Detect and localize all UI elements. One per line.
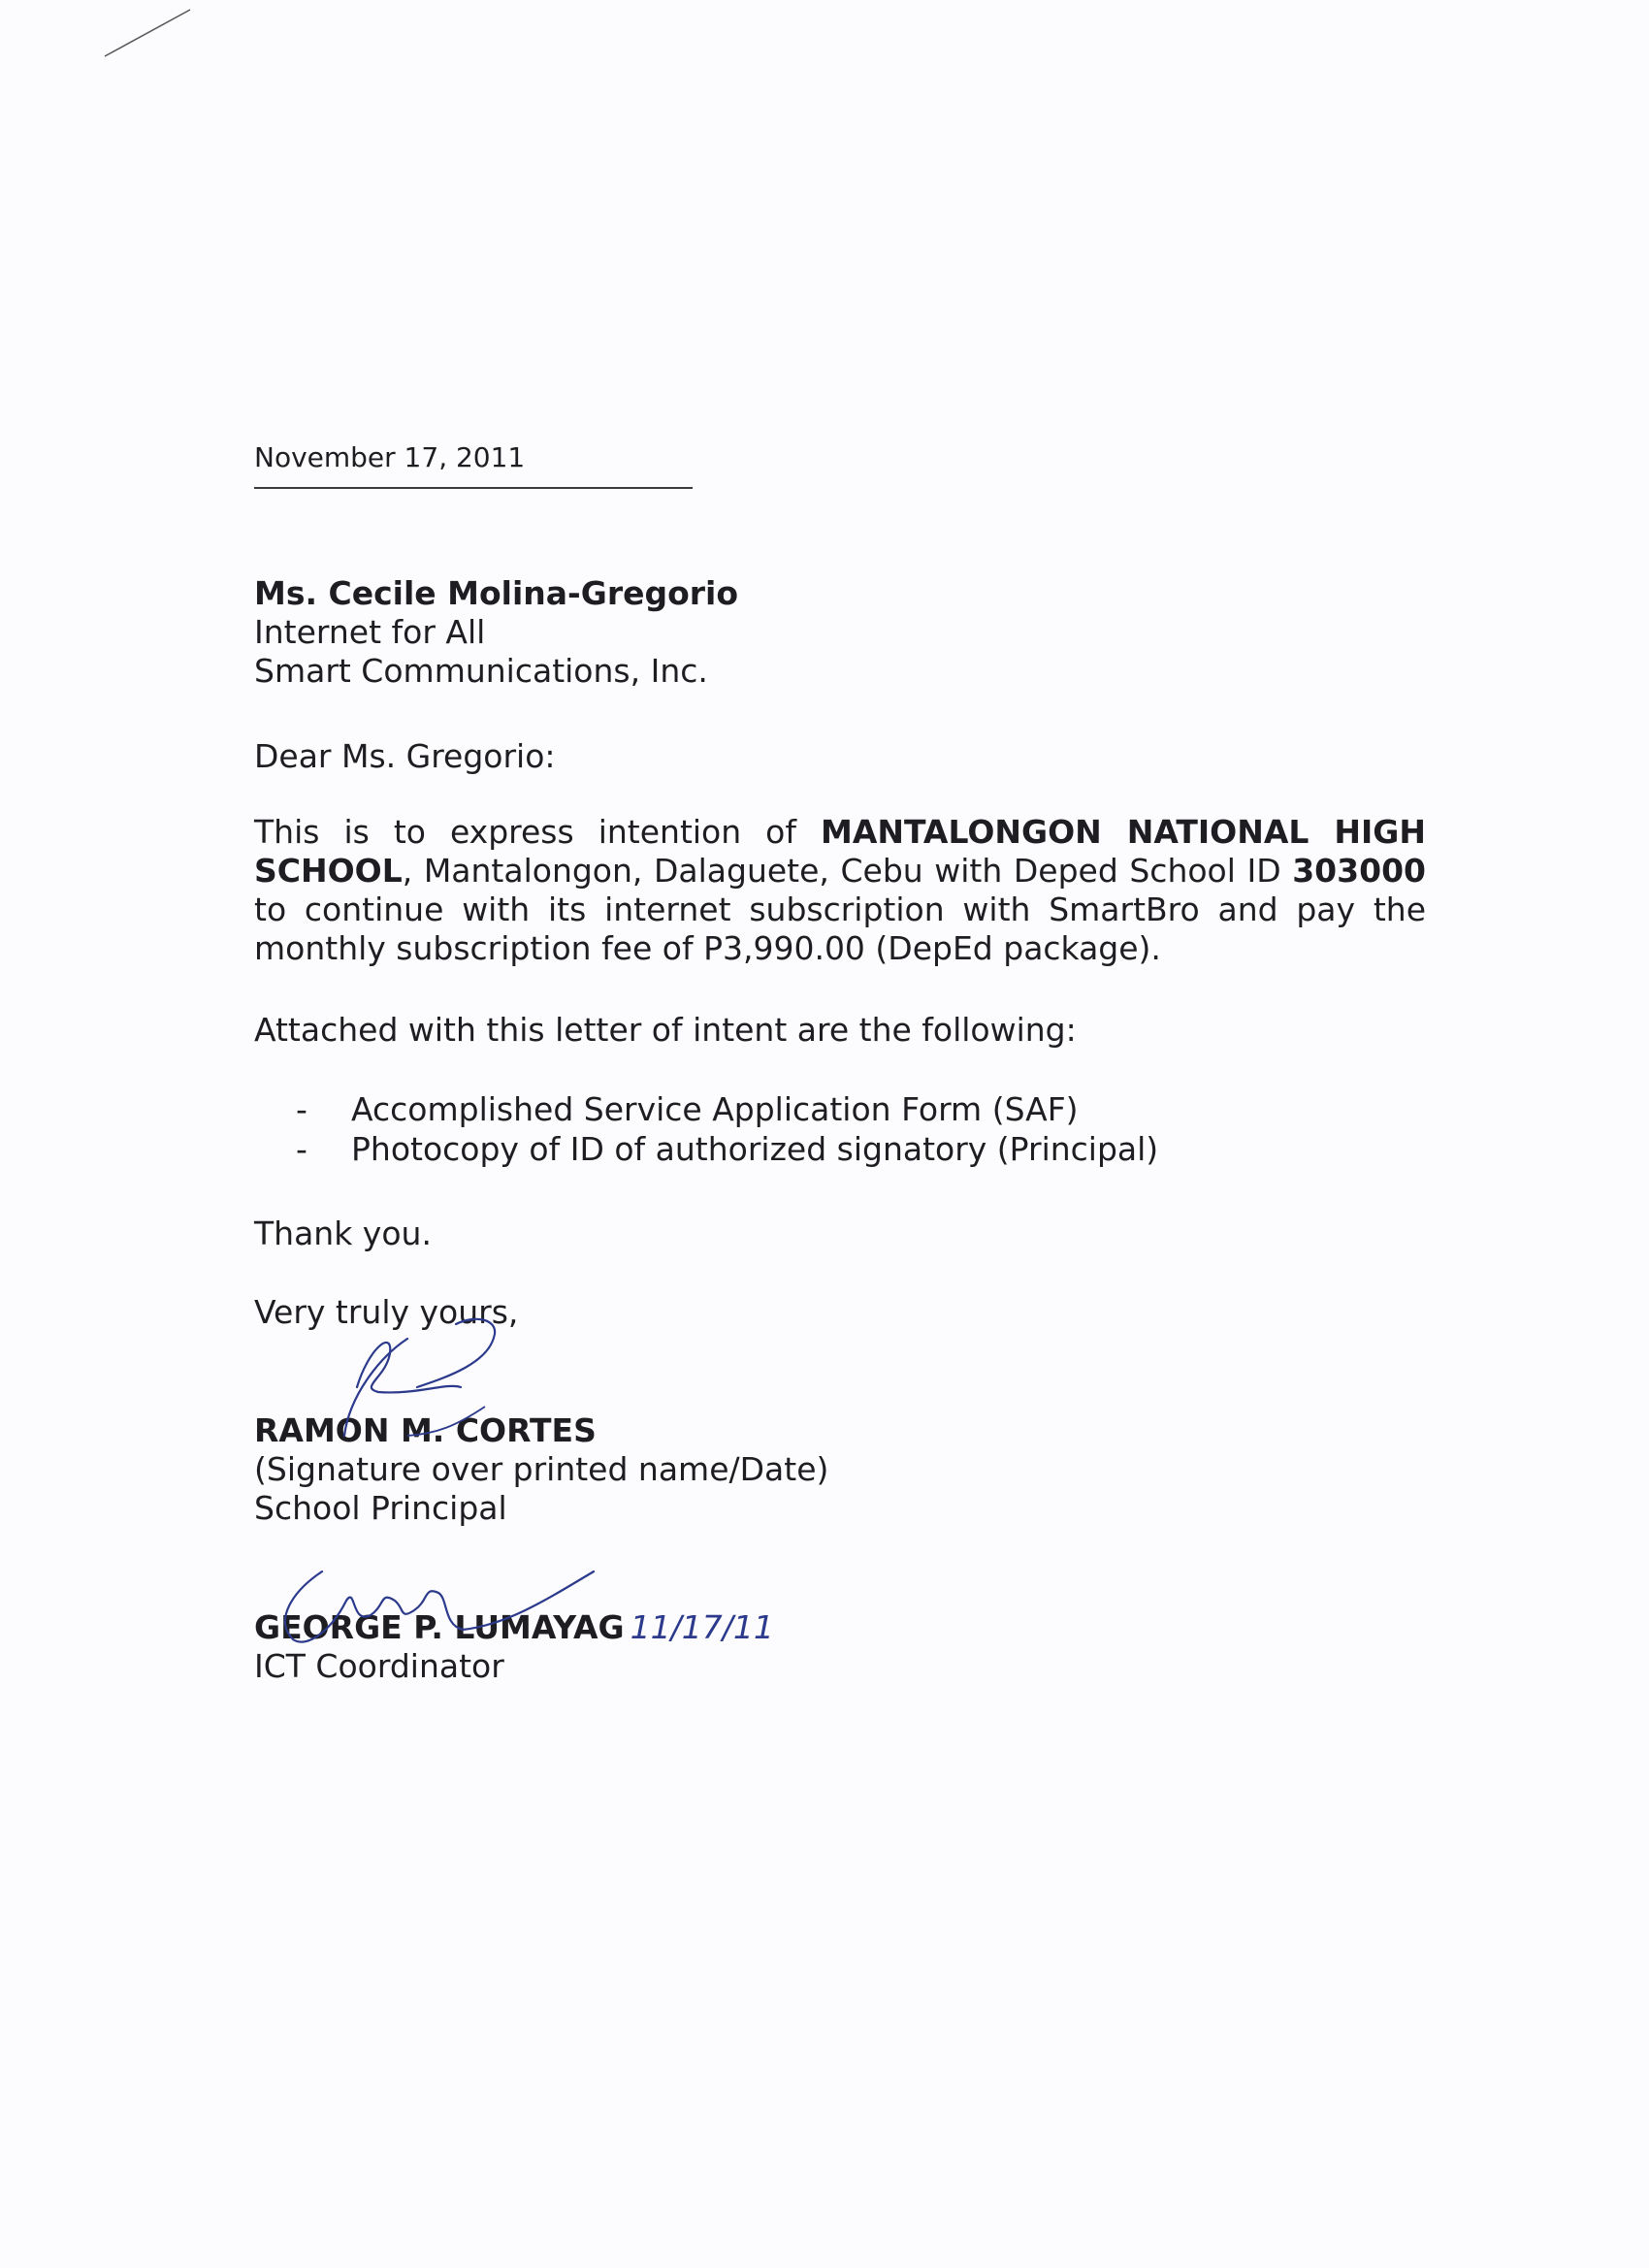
- ict-title: ICT Coordinator: [254, 1647, 504, 1685]
- body-text-1: This is to express intention of: [254, 813, 821, 851]
- recipient-line-2: Smart Communications, Inc.: [254, 652, 708, 690]
- attachments-intro: Attached with this letter of intent are the following:: [254, 1011, 1077, 1049]
- list-bullet: -: [296, 1130, 307, 1168]
- ict-name: GEORGE P. LUMAYAG: [254, 1608, 625, 1646]
- body-text-3: to continue with its internet subscription with SmartBro and pay the monthly subscription fee of P3,990.00 (DepEd package).: [254, 891, 1426, 967]
- principal-signature: [291, 1280, 543, 1455]
- ict-signature: [254, 1533, 700, 1678]
- thanks-line: Thank you.: [254, 1215, 432, 1252]
- salutation: Dear Ms. Gregorio:: [254, 737, 556, 775]
- principal-name: RAMON M. CORTES: [254, 1411, 597, 1449]
- list-bullet: -: [296, 1090, 307, 1128]
- list-item: [296, 1129, 1158, 1169]
- ict-date: 11/17/11: [630, 1608, 774, 1646]
- attachment-item-1: Accomplished Service Application Form (SAF): [351, 1090, 1079, 1128]
- letter-date: November 17, 2011: [254, 441, 693, 489]
- body-paragraph: [254, 813, 1426, 968]
- attachments-list: [296, 1089, 1158, 1169]
- recipient-line-1: Internet for All: [254, 613, 486, 651]
- recipient-address: [254, 574, 738, 691]
- school-id: 303000: [1292, 852, 1426, 890]
- principal-title: School Principal: [254, 1489, 507, 1527]
- list-item: [296, 1089, 1158, 1129]
- principal-note: (Signature over printed name/Date): [254, 1450, 829, 1488]
- school-name: MANTALONGON NATIONAL HIGH SCHOOL: [254, 813, 1426, 890]
- recipient-name: Ms. Cecile Molina-Gregorio: [254, 574, 739, 612]
- attachment-item-2: Photocopy of ID of authorized signatory (Principal): [351, 1130, 1159, 1168]
- body-text-2: , Mantalongon, Dalaguete, Cebu with Deped School ID: [402, 852, 1293, 890]
- closing-line: Very truly yours,: [254, 1293, 519, 1331]
